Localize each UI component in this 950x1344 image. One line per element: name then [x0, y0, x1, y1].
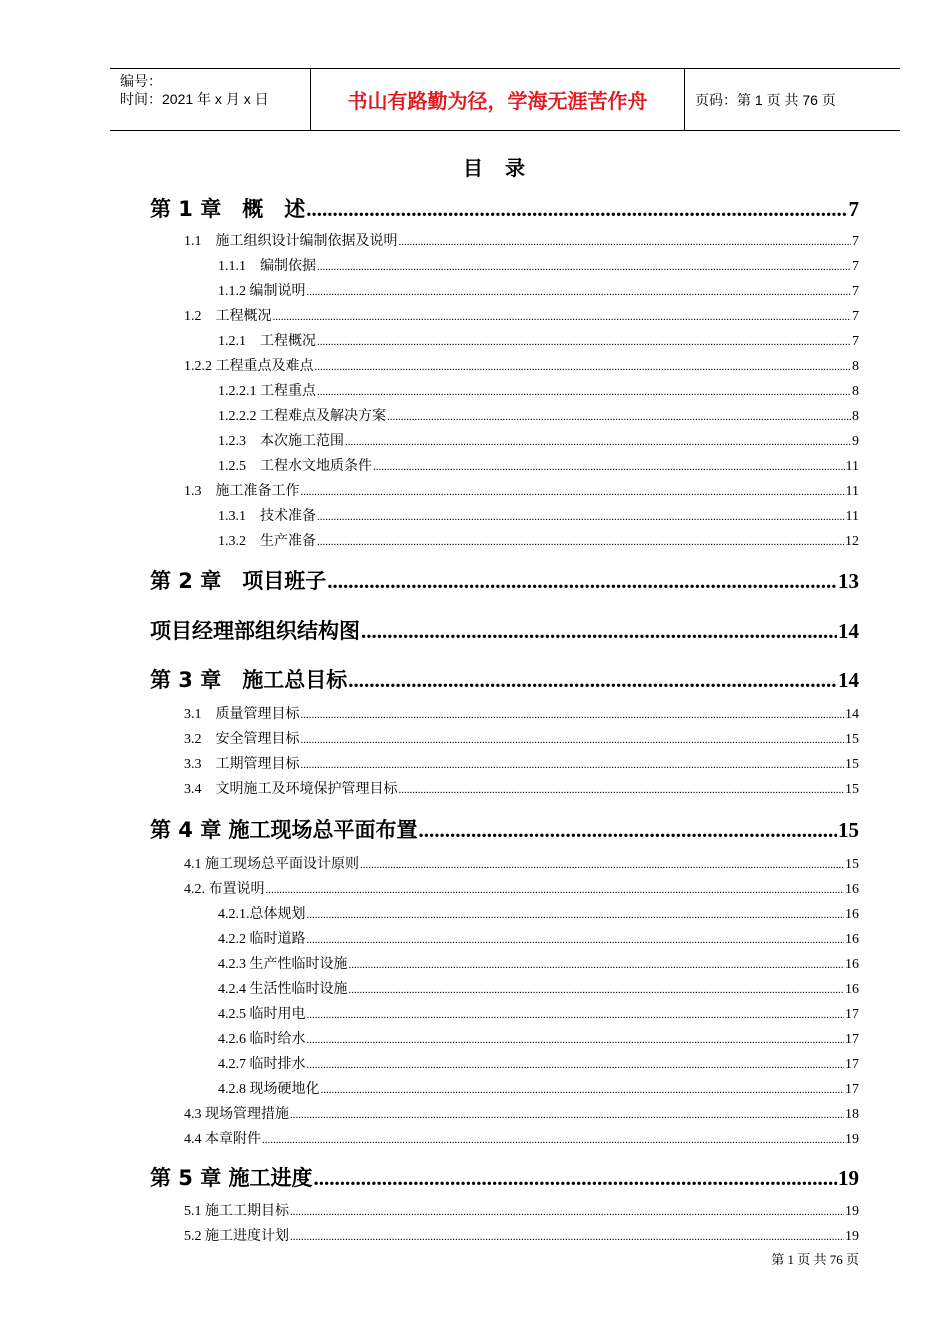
toc-entry-page: 7 — [848, 197, 859, 221]
toc-entry-title: 4.2.5 临时用电 — [218, 1007, 306, 1022]
toc-entry-title: 1.2.2.2 工程难点及解决方案 — [218, 409, 386, 424]
toc-entry-title: 1.1 施工组织设计编制依据及说明 — [184, 234, 398, 249]
toc-dot-leader — [307, 1009, 845, 1021]
toc-entry[interactable] — [184, 703, 859, 723]
toc-entry-page: 14 — [838, 619, 859, 643]
toc-chapter-entry[interactable] — [150, 565, 859, 595]
page-footer: 第 1 页 共 76 页 — [771, 1252, 859, 1267]
document-number-label: 编号： — [120, 73, 162, 89]
toc-entry-title: 1.3 施工准备工作 — [184, 484, 300, 499]
toc-entry[interactable] — [218, 505, 859, 525]
toc-entry-page: 17 — [845, 1082, 859, 1097]
toc-chapter-entry[interactable] — [150, 615, 859, 645]
toc-dot-leader — [399, 784, 845, 796]
toc-entry[interactable] — [184, 878, 859, 898]
toc-entry[interactable] — [184, 305, 859, 325]
toc-entry[interactable] — [218, 953, 859, 973]
toc-entry-page: 14 — [838, 668, 859, 692]
toc-dot-leader — [314, 1166, 837, 1191]
toc-entry[interactable] — [184, 1225, 859, 1245]
toc-entry-page: 7 — [852, 259, 859, 274]
toc-entry-title: 第 2 章 项目班子 — [150, 569, 327, 593]
toc-entry-title: 1.1.2 编制说明 — [218, 284, 306, 299]
toc-entry-title: 4.4 本章附件 — [184, 1132, 261, 1147]
toc-entry[interactable] — [218, 455, 859, 475]
toc-dot-leader — [361, 619, 837, 644]
toc-entry-page: 7 — [852, 234, 859, 249]
toc-dot-leader — [266, 884, 845, 896]
toc-entry-title: 4.2.7 临时排水 — [218, 1057, 306, 1072]
toc-entry-page: 18 — [845, 1107, 859, 1122]
toc-dot-leader — [307, 286, 852, 298]
toc-entry[interactable] — [218, 530, 859, 550]
toc-dot-leader — [373, 461, 845, 473]
toc-dot-leader — [419, 818, 837, 843]
toc-entry-title: 4.2.3 生产性临时设施 — [218, 957, 348, 972]
toc-dot-leader — [345, 436, 851, 448]
toc-dot-leader — [317, 536, 844, 548]
toc-entry-page: 11 — [845, 509, 859, 524]
toc-entry[interactable] — [218, 405, 859, 425]
toc-entry-page: 9 — [852, 434, 859, 449]
document-date: 时间：2021 年 x 月 x 日 — [120, 91, 269, 107]
toc-dot-leader — [301, 709, 845, 721]
toc-entry[interactable] — [184, 1128, 859, 1148]
toc-entry-page: 8 — [852, 359, 859, 374]
toc-entry-title: 第 3 章 施工总目标 — [150, 668, 348, 692]
toc-entry[interactable] — [218, 1053, 859, 1073]
toc-entry-title: 1.2.2.1 工程重点 — [218, 384, 316, 399]
toc-dot-leader — [360, 859, 844, 871]
toc-dot-leader — [349, 959, 845, 971]
toc-dot-leader — [317, 386, 851, 398]
toc-entry-page: 16 — [845, 882, 859, 897]
toc-entry-page: 15 — [838, 818, 859, 842]
toc-entry-title: 4.2.6 临时给水 — [218, 1032, 306, 1047]
toc-entry-title: 第 1 章 概 述 — [150, 197, 306, 221]
toc-entry-page: 17 — [845, 1007, 859, 1022]
header-meta-cell — [110, 69, 311, 130]
toc-entry-title: 5.1 施工工期目标 — [184, 1204, 289, 1219]
toc-entry-title: 3.1 质量管理目标 — [184, 707, 300, 722]
toc-entry[interactable] — [218, 978, 859, 998]
header-table — [110, 68, 900, 131]
toc-entry-title: 4.2.2 临时道路 — [218, 932, 306, 947]
toc-entry-page: 11 — [845, 484, 859, 499]
toc-entry-page: 17 — [845, 1032, 859, 1047]
toc-entry[interactable] — [218, 380, 859, 400]
toc-entry[interactable] — [218, 430, 859, 450]
toc-entry[interactable] — [184, 778, 859, 798]
toc-entry[interactable] — [218, 330, 859, 350]
toc-dot-leader — [315, 361, 852, 373]
toc-dot-leader — [307, 909, 845, 921]
toc-entry-title: 1.1.1 编制依据 — [218, 259, 316, 274]
toc-entry[interactable] — [218, 1028, 859, 1048]
toc-dot-leader — [290, 1206, 844, 1218]
toc-entry[interactable] — [184, 1200, 859, 1220]
toc-entry[interactable] — [218, 255, 859, 275]
toc-dot-leader — [317, 511, 845, 523]
toc-entry-page: 16 — [845, 907, 859, 922]
header-motto: 书山有路勤为径，学海无涯苦作舟 — [311, 69, 685, 130]
toc-dot-leader — [321, 1084, 845, 1096]
toc-entry-title: 项目经理部组织结构图 — [150, 619, 360, 643]
toc-entry-title: 1.2.1 工程概况 — [218, 334, 316, 349]
toc-entry[interactable] — [184, 230, 859, 250]
toc-entry-page: 19 — [845, 1204, 859, 1219]
toc-entry[interactable] — [218, 280, 859, 300]
toc-entry-title: 4.2.4 生活性临时设施 — [218, 982, 348, 997]
toc-entry[interactable] — [184, 853, 859, 873]
toc-entry-page: 15 — [845, 782, 859, 797]
toc-entry-page: 15 — [845, 857, 859, 872]
toc-dot-leader — [262, 1134, 844, 1146]
toc-entry-title: 3.3 工期管理目标 — [184, 757, 300, 772]
toc-entry[interactable] — [184, 480, 859, 500]
header-page-number: 页码：第 1 页 共 76 页 — [695, 91, 836, 108]
toc-entry-title: 1.3.1 技术准备 — [218, 509, 316, 524]
toc-entry-title: 1.3.2 生产准备 — [218, 534, 316, 549]
toc-entry[interactable] — [184, 1103, 859, 1123]
toc-entry-page: 8 — [852, 409, 859, 424]
toc-dot-leader — [399, 236, 852, 248]
toc-dot-leader — [348, 668, 837, 693]
toc-chapter-entry[interactable] — [150, 664, 859, 694]
toc-dot-leader — [327, 569, 837, 594]
toc-entry-page: 12 — [845, 534, 859, 549]
toc-entry-title: 4.2.1.总体规划 — [218, 907, 306, 922]
toc-dot-leader — [301, 759, 845, 771]
toc-entry-title: 4.2.8 现场硬地化 — [218, 1082, 320, 1097]
toc-entry-title: 3.4 文明施工及环境保护管理目标 — [184, 782, 398, 797]
toc-entry-page: 16 — [845, 982, 859, 997]
toc-entry[interactable] — [218, 928, 859, 948]
toc-dot-leader — [301, 734, 845, 746]
toc-dot-leader — [317, 261, 851, 273]
toc-entry-page: 7 — [852, 334, 859, 349]
toc-entry-page: 16 — [845, 957, 859, 972]
toc-entry-page: 8 — [852, 384, 859, 399]
toc-entry-title: 3.2 安全管理目标 — [184, 732, 300, 747]
toc-entry-page: 17 — [845, 1057, 859, 1072]
toc-dot-leader — [349, 984, 845, 996]
toc-dot-leader — [306, 197, 847, 222]
toc-entry[interactable] — [218, 1003, 859, 1023]
toc-dot-leader — [301, 486, 845, 498]
toc-entry[interactable] — [218, 903, 859, 923]
toc-entry-page: 19 — [845, 1229, 859, 1244]
toc-entry-page: 19 — [838, 1166, 859, 1190]
toc-entry-title: 第 4 章 施工现场总平面布置 — [150, 818, 418, 842]
toc-entry-title: 第 5 章 施工进度 — [150, 1166, 313, 1190]
toc-dot-leader — [273, 311, 852, 323]
toc-entry-title: 5.2 施工进度计划 — [184, 1229, 289, 1244]
toc-entry-page: 15 — [845, 732, 859, 747]
toc-entry-title: 4.3 现场管理措施 — [184, 1107, 289, 1122]
toc-title: 目录 — [463, 156, 547, 180]
toc-dot-leader — [307, 934, 845, 946]
toc-entry-page: 16 — [845, 932, 859, 947]
toc-entry-page: 13 — [838, 569, 859, 593]
toc-entry[interactable] — [184, 728, 859, 748]
toc-dot-leader — [290, 1109, 844, 1121]
toc-entry[interactable] — [184, 355, 859, 375]
toc-entry-page: 7 — [852, 284, 859, 299]
toc-entry-page: 7 — [852, 309, 859, 324]
toc-entry-title: 1.2.2 工程重点及难点 — [184, 359, 314, 374]
toc-entry-page: 14 — [845, 707, 859, 722]
toc-entry[interactable] — [218, 1078, 859, 1098]
toc-entry-title: 4.2. 布置说明 — [184, 882, 265, 897]
toc-entry-title: 1.2.5 工程水文地质条件 — [218, 459, 372, 474]
toc-entry[interactable] — [184, 753, 859, 773]
toc-chapter-entry[interactable] — [150, 814, 859, 844]
toc-entry-page: 19 — [845, 1132, 859, 1147]
toc-entry-page: 15 — [845, 757, 859, 772]
toc-entry-page: 11 — [845, 459, 859, 474]
toc-dot-leader — [317, 336, 851, 348]
toc-chapter-entry[interactable] — [150, 193, 859, 223]
toc-dot-leader — [307, 1059, 845, 1071]
toc-entry-title: 1.2 工程概况 — [184, 309, 272, 324]
toc-dot-leader — [387, 411, 851, 423]
toc-chapter-entry[interactable] — [150, 1162, 859, 1192]
toc-entry-title: 1.2.3 本次施工范围 — [218, 434, 344, 449]
toc-entry-title: 4.1 施工现场总平面设计原则 — [184, 857, 359, 872]
toc-dot-leader — [290, 1231, 844, 1243]
toc-dot-leader — [307, 1034, 845, 1046]
